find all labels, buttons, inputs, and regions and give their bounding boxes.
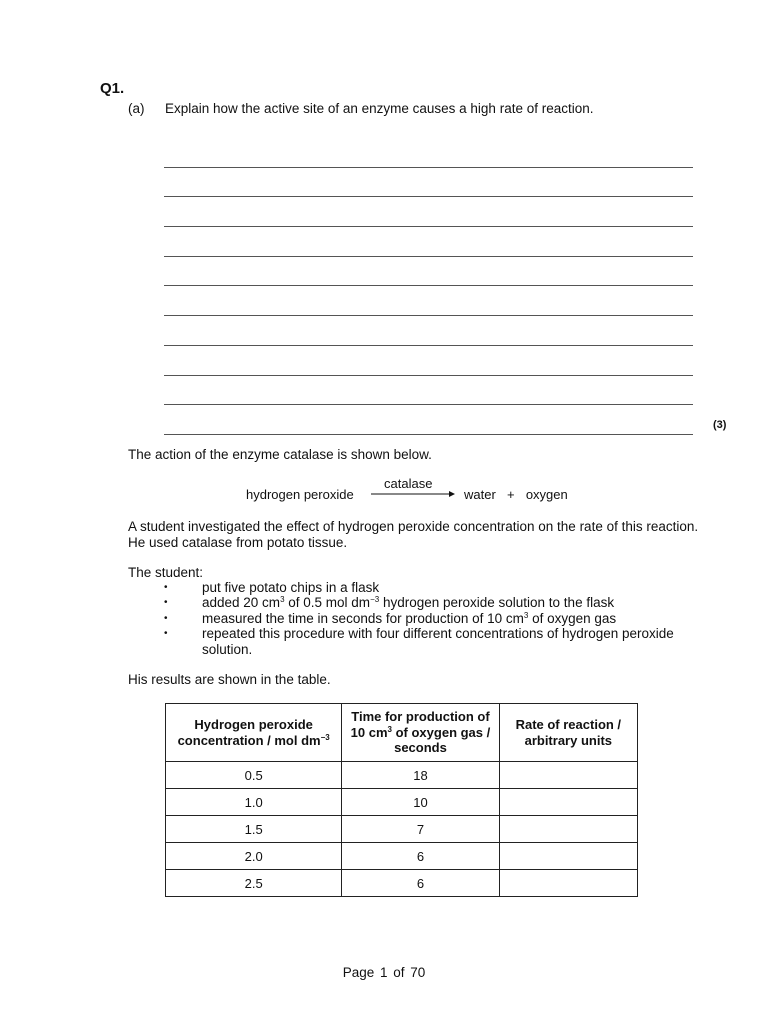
- list-item: [128, 580, 688, 595]
- list-item: [128, 611, 688, 626]
- answer-line[interactable]: [164, 168, 693, 198]
- table-row: [166, 843, 638, 870]
- cell-time: 6: [342, 870, 499, 897]
- table-row: [166, 816, 638, 843]
- superscript: −3: [370, 595, 380, 605]
- cell-time: 10: [342, 789, 499, 816]
- steps-heading: The student:: [128, 565, 204, 580]
- superscript: 3: [280, 595, 285, 605]
- answer-line[interactable]: [164, 316, 693, 346]
- reaction-equation: [0, 476, 768, 506]
- answer-line[interactable]: [164, 405, 693, 435]
- question-text: Explain how the active site of an enzyme causes a high rate of reaction.: [165, 101, 594, 116]
- header-time: Time for production of 10 $cm^3$ of oxygen gas / seconds: [342, 704, 499, 762]
- reaction-arrow-icon: [371, 488, 455, 500]
- cell-concentration: 2.5: [166, 870, 342, 897]
- step-text: repeated this procedure with four different concentrations of hydrogen peroxide solution.: [202, 626, 674, 657]
- question-number: Q1.: [100, 80, 125, 97]
- cell-time: 7: [342, 816, 499, 843]
- step-text: measured the time in seconds for production of 10 cm: [202, 610, 524, 626]
- table-header-row: [166, 704, 638, 762]
- cell-concentration: 1.5: [166, 816, 342, 843]
- cell-rate[interactable]: [499, 870, 637, 897]
- cell-concentration: 0.5: [166, 762, 342, 789]
- cell-time: 6: [342, 843, 499, 870]
- table-row: [166, 762, 638, 789]
- bullet-icon: •: [164, 582, 168, 593]
- header-rate: Rate of reaction / arbitrary units: [499, 704, 637, 762]
- answer-line[interactable]: [164, 197, 693, 227]
- step-text: put five potato chips in a flask: [202, 580, 380, 595]
- cell-concentration: 1.0: [166, 789, 342, 816]
- step-text: hydrogen peroxide solution to the flask: [379, 595, 615, 611]
- table-row: [166, 789, 638, 816]
- list-item: [128, 595, 688, 610]
- equation-reactant: hydrogen peroxide: [246, 487, 354, 502]
- answer-line[interactable]: [164, 257, 693, 287]
- marks-label: (3): [713, 419, 727, 431]
- cell-rate[interactable]: [499, 843, 637, 870]
- intro-text: The action of the enzyme catalase is shown below.: [128, 447, 432, 462]
- step-text: of oxygen gas: [528, 610, 617, 626]
- superscript: 3: [387, 724, 392, 734]
- page-footer: Page 1 of 70: [342, 965, 426, 980]
- superscript: −3: [320, 732, 330, 742]
- answer-line[interactable]: [164, 376, 693, 406]
- bullet-icon: •: [164, 597, 168, 609]
- cell-rate[interactable]: [499, 789, 637, 816]
- equation-catalyst: catalase: [384, 476, 433, 491]
- equation-products: water + oxygen: [464, 487, 568, 502]
- procedure-list: [128, 580, 688, 657]
- cell-time: 18: [342, 762, 499, 789]
- table-row: [166, 870, 638, 897]
- cell-rate[interactable]: [499, 762, 637, 789]
- header-concentration: Hydrogen peroxide concentration / mol $dm^{-3}$: [166, 704, 342, 762]
- cell-rate[interactable]: [499, 816, 637, 843]
- answer-line[interactable]: [164, 138, 693, 168]
- answer-line[interactable]: [164, 227, 693, 257]
- results-table: [165, 703, 638, 897]
- part-label: (a): [128, 101, 145, 116]
- investigation-text: A student investigated the effect of hydrogen peroxide concentration on the rate of this reaction. He used catalase from potato tissue.: [128, 519, 699, 550]
- step-text: added 20 cm: [202, 595, 281, 611]
- superscript: 3: [523, 610, 529, 620]
- answer-line[interactable]: [164, 286, 693, 316]
- bullet-icon: •: [164, 628, 168, 640]
- cell-concentration: 2.0: [166, 843, 342, 870]
- step-text: of 0.5 mol dm: [284, 595, 371, 611]
- list-item: [128, 626, 688, 657]
- answer-lines[interactable]: [164, 138, 693, 435]
- answer-line[interactable]: [164, 346, 693, 376]
- bullet-icon: •: [164, 612, 168, 624]
- results-intro: His results are shown in the table.: [128, 672, 331, 687]
